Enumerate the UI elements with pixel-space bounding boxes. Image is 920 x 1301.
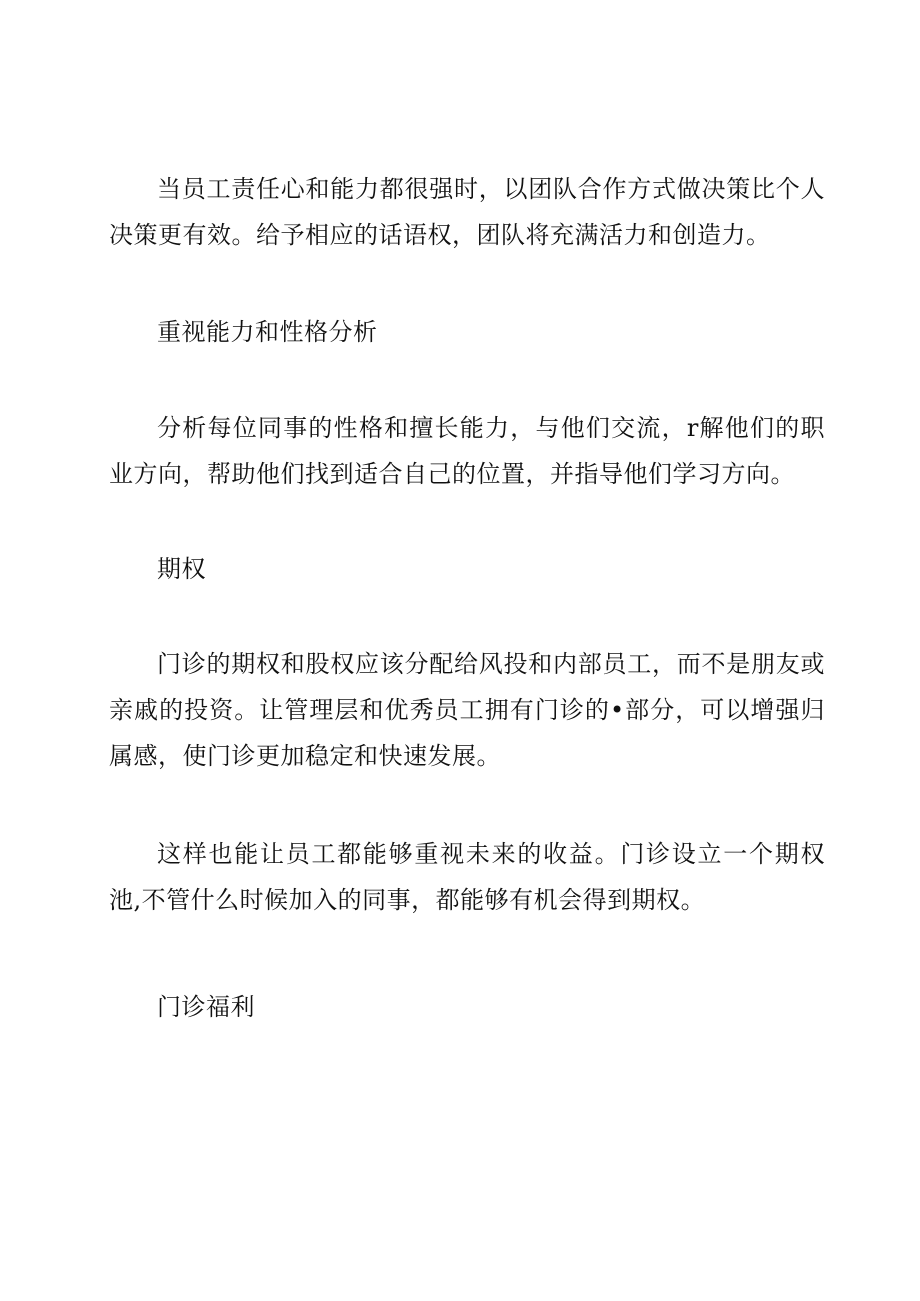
heading-options: 期权 — [157, 555, 206, 583]
paragraph-option-pool: 这样也能让员工都能够重视未来的收益。门诊设立一个期权池,不管什么时候加入的同事，都能够有机会得到期权。 — [109, 840, 825, 914]
paragraph-team-decision: 当员工责任心和能力都很强时，以团队合作方式做决策比个人决策更有效。给予相应的话语权，团队将充满活力和创造力。 — [109, 175, 825, 249]
heading-clinic-benefits: 门诊福利 — [157, 993, 255, 1021]
paragraph-options-allocation: 门诊的期权和股权应该分配给风投和内部员工，而不是朋友或亲戚的投资。让管理层和优秀员工拥有门诊的•部分，可以增强归属感，使门诊更加稳定和快速发展。 — [109, 650, 825, 770]
heading-ability-personality: 重视能力和性格分析 — [157, 318, 378, 346]
paragraph-personality-analysis: 分析每位同事的性格和擅长能力，与他们交流，r解他们的职业方向，帮助他们找到适合自己的位置，并指导他们学习方向。 — [109, 414, 825, 488]
